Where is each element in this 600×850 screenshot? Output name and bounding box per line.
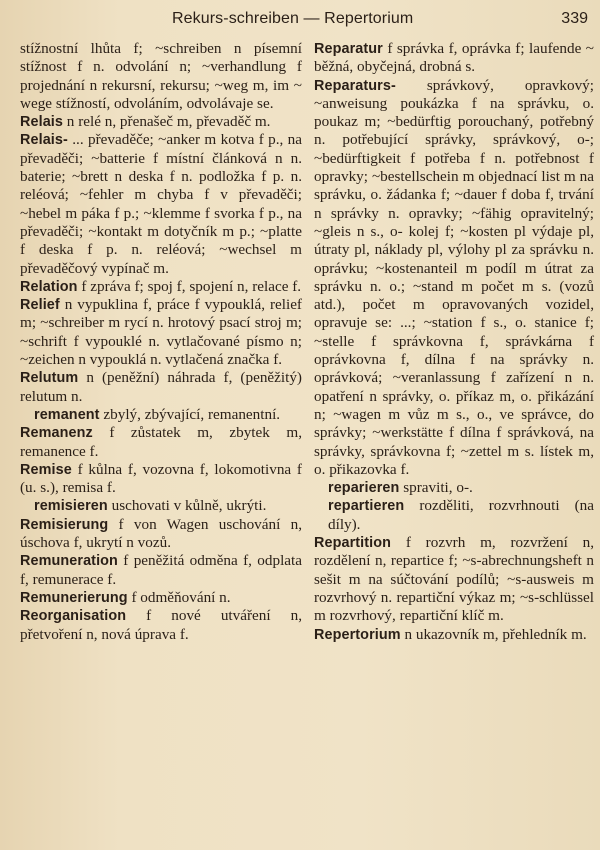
dictionary-entry — [314, 534, 594, 625]
running-header — [0, 6, 600, 34]
dictionary-entry — [20, 369, 302, 406]
entry-headword: reparieren — [328, 480, 400, 497]
dictionary-entry — [20, 607, 302, 644]
entry-definition: n vypuklina f, práce f vypouklá, relief m; ~schreiber m rycí n. hrotový psací stroj m; ~schrift f vypouklé n. vytlačované písmo n; ~zeichen n vypouklá n. vytlačená značka f. — [20, 296, 302, 369]
dictionary-entry — [20, 131, 302, 277]
entry-definition: f peněžitá odměna f, odplata f, remunerace f. — [20, 552, 302, 588]
entry-definition: f nové utváření n, přetvoření n, nová úprava f. — [20, 607, 302, 643]
entry-headword: Relutum — [20, 370, 79, 387]
entry-definition: f zpráva f; spoj f, spojení n, relace f. — [77, 277, 302, 295]
entry-headword: Remanenz — [20, 425, 93, 442]
left-column — [20, 40, 302, 644]
entry-definition: n ukazovník m, přehledník m. — [400, 625, 587, 643]
dictionary-entry — [314, 40, 594, 77]
entry-definition: f kůlna f, vozovna f, lokomotivna f (u. s.), remisa f. — [20, 460, 302, 497]
entry-definition: rozděliti, rozvrhnouti (na díly). — [328, 497, 594, 533]
entry-definition: n relé n, přenašeč m, převaděč m. — [63, 113, 271, 131]
dictionary-entry — [20, 516, 302, 553]
entry-definition: f odměňování n. — [127, 588, 231, 606]
entry-headword: repartieren — [328, 498, 405, 515]
entry-headword: Remunerierung — [20, 589, 128, 606]
dictionary-entry — [314, 626, 594, 644]
dictionary-entry — [314, 497, 594, 534]
entry-headword: Relation — [20, 278, 78, 295]
entry-definition: zbylý, zbývající, remanentní. — [99, 405, 281, 423]
entry-definition: f správka f, oprávka f; laufende ~ běžná, obyčejná, drobná s. — [314, 40, 594, 76]
entry-headword: remanent — [34, 406, 100, 423]
entry-headword: Repartition — [314, 535, 392, 552]
entry-headword: Relief — [20, 297, 60, 314]
running-title: Rekurs-schreiben — Repertorium — [172, 10, 414, 27]
entry-headword: Reparatur — [314, 41, 383, 57]
entry-headword: Remuneration — [20, 553, 118, 570]
entry-definition: stížnostní lhůta f; ~schreiben n písemní stížnost f n. odvolání n; ~verhandlung f projednání n rekursní, rekursu; ~weg m, im ~ wege stížností, odvoláním, odvolávaje se. — [20, 40, 302, 112]
dictionary-entry — [20, 113, 302, 131]
entry-definition: f rozvrh m, rozvržení n, rozdělení n, repartice f; ~s-abrechnungsheft n sešit m na súčtování podílů; ~s-ausweis m rozvrhový n. repartiční výkaz m; ~s-schlüssel m rozvrhový, repartiční klíč m. — [314, 534, 594, 625]
entry-headword: Remise — [20, 461, 72, 478]
entry-definition: správkový, opravkový; ~anweisung poukázka f na správku, o. poukaz m; ~bedürftig porouchaný, potřebný n. potřebující správky, správkový, o-; ~bedürftigkeit f potřeba f n. potřebnost f opravky; ~bestellschein m objednací list m na správku, o. žádanka f; ~dauer f doba f, trvání n správky n. opravky; ~fähig opravitelný; ~gleis n s., o- kolej f; ~kosten pl výdaje pl, útraty pl, náklady pl, výlohy pl za správku n. oprávku; ~kostenanteil m podíl m útrat za správku n. o.; ~stand m počet m s. (vozů atd.), počet m opravovaných vozidel, opravuje se: ...; ~station f s., o. stanice f; ~stelle f správkovna f, správkárna f oprávkovna f, dílna f na správky n. oprávková; ~veranlassung f zařízení n n. opatření n správky, o. příkaz m, o. přikázání n; ~wagen m vůz m s., o., ve správce, do správky; ~werkstätte f dílna f správková, na správky, správkovna f; ~zettel m s. lístek m, o. přikazovka f. — [314, 76, 594, 478]
right-column — [314, 40, 594, 644]
entry-definition: n (peněžní) náhrada f, (peněžitý) relutum n. — [20, 369, 302, 405]
dictionary-entry — [20, 406, 302, 424]
entry-headword: Repertorium — [314, 626, 401, 643]
entry-definition: f zůstatek m, zbytek m, remanence f. — [20, 424, 302, 460]
entry-headword: Relais — [20, 114, 63, 131]
dictionary-entry — [20, 589, 302, 607]
dictionary-entry — [20, 40, 302, 113]
entry-headword: Remisierung — [20, 516, 109, 533]
dictionary-entry — [314, 479, 594, 497]
dictionary-entry — [20, 296, 302, 369]
entry-definition: f von Wagen uschování n, úschova f, ukrytí n vozů. — [20, 515, 302, 552]
entry-definition: uschovati v kůlně, ukrýti. — [107, 497, 267, 515]
dictionary-entry — [20, 552, 302, 589]
page-number: 339 — [561, 10, 588, 27]
dictionary-entry — [314, 77, 594, 480]
dictionary-entry — [20, 424, 302, 461]
entry-definition: ... převaděče; ~anker m kotva f p., na převaděči; ~batterie f místní článková n n. baterie; ~brett n deska f n. podložka f p. n. reléová; ~fehler m chyba f v převaděči; ~hebel m páka f p.; ~klemme f svorka f p., na převaděči; ~kontakt m dotyčník m p.; ~platte f deska f p. n. reléová; ~wechsel m převaděčový vypínač m. — [20, 131, 302, 277]
dictionary-entry — [20, 497, 302, 515]
dictionary-entry — [20, 461, 302, 498]
entry-headword: Reparaturs- — [314, 77, 396, 94]
dictionary-entry — [20, 278, 302, 296]
entry-headword: remisieren — [34, 498, 108, 515]
entry-definition: spraviti, o-. — [399, 479, 473, 497]
entry-headword: Reorganisation — [20, 608, 127, 625]
entry-headword: Relais- — [20, 132, 68, 149]
